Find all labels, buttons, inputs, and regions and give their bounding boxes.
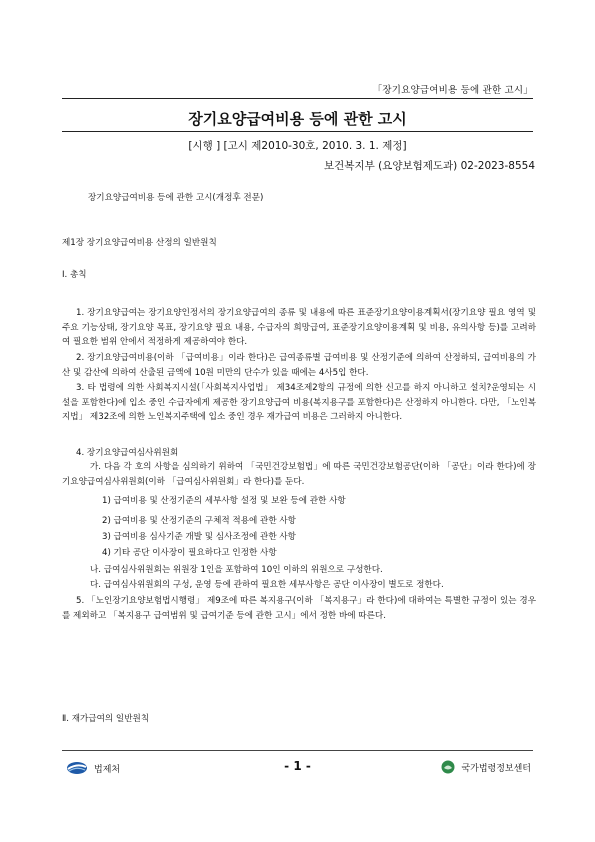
- page-number: - 1 -: [284, 759, 311, 773]
- law-center-logo-icon: [441, 760, 455, 774]
- footer-left-label: 법제처: [94, 764, 121, 775]
- footer-divider: [62, 750, 533, 751]
- article-item-1: 1. 장기요양급여는 장기요양인정서의 장기요양급여의 종류 및 내용에 따른 표준장기요양이용계획서(장기요양 필요 영역 및 주요 기능상태, 장기요양 목표, 장기요양 필요 내용, 수급자의 희망급여, 표준장기요양이용계획 및 비용, 유의사항 등)를 고려하여 필요한 범위 안에서 적정하게 제공하여야 한다.: [62, 308, 536, 348]
- section-heading-2: Ⅱ. 재가급여의 일반원칙: [62, 714, 150, 724]
- chapter-heading: 제1장 장기요양급여비용 산정의 일반원칙: [62, 238, 217, 248]
- section-heading: Ⅰ. 총칙: [62, 270, 87, 280]
- article-item-2: 2. 장기요양급여비용(이하 「급여비용」이라 한다)은 급여종류별 급여비용 및 산정기준에 의하여 산정하되, 급여비용의 가산 및 감산에 의하여 산출된 금액에 10원 미만의 단수가 있을 때에는 4사5입 한다.: [62, 353, 536, 378]
- article-item-4a: 가. 다음 각 호의 사항을 심의하기 위하여 「국민건강보험법」에 따른 국민건강보험공단(이하 「공단」이라 한다)에 장기요양급여심사위원회(이하 「급여심사위원회」라 한다)를 둔다.: [62, 462, 536, 487]
- article-item-4a-4: 4) 기타 공단 이사장이 필요하다고 인정한 사항: [102, 548, 277, 558]
- enactment-info: [시행 ] [고시 제2010-30호, 2010. 3. 1. 제정]: [188, 140, 407, 152]
- header-divider: [62, 98, 533, 99]
- footer-right: [441, 760, 531, 774]
- article-item-4a-1: 1) 급여비용 및 산정기준의 세부사항 설정 및 보완 등에 관한 사항: [102, 496, 346, 506]
- footer-right-label: 국가법령정보센터: [461, 763, 531, 774]
- article-item-4c: 다. 급여심사위원회의 구성, 운영 등에 관하여 필요한 세부사항은 공단 이사장이 별도로 정한다.: [90, 580, 444, 590]
- document-subtitle: 장기요양급여비용 등에 관한 고시(개정후 전문): [88, 193, 264, 203]
- document-header-tag: 「장기요양급여비용 등에 관한 고시」: [372, 85, 533, 96]
- article-item-4a-3: 3) 급여비용 심사기준 개발 및 심사조정에 관한 사항: [102, 532, 296, 542]
- title-divider: [62, 131, 533, 132]
- article-item-4a-2: 2) 급여비용 및 산정기준의 구체적 적용에 관한 사항: [102, 516, 296, 526]
- ministry-contact: 보건복지부 (요양보험제도과) 02-2023-8554: [324, 160, 535, 172]
- article-item-4: 4. 장기요양급여심사위원회: [76, 448, 179, 458]
- article-item-5: 5. 「노인장기요양보험법시행령」 제9조에 따른 복지용구(이하 「복지용구」라 한다)에 대하여는 특별한 규정이 있는 경우를 제외하고 「복지용구 급여범위 및 급여기준 등에 관한 고시」에서 정한 바에 따른다.: [62, 596, 536, 621]
- document-title: 장기요양급여비용 등에 관한 고시: [188, 110, 407, 128]
- article-item-3: 3. 타 법령에 의한 사회복지시설(「사회복지사업법」 제34조제2항의 규정에 의한 신고를 하지 아니하고 설치?운영되는 시설을 포함한다)에 입소 중인 수급자에게 제공한 장기요양급여 비용(복지용구를 포함한다)은 산정하지 아니한다. 다만, 「노인복지법」 제32조에 의한 노인복지주택에 입소 중인 경우 재가급여 비용은 그러하지 아니한다.: [62, 383, 536, 423]
- article-item-4b: 나. 급여심사위원회는 위원장 1인을 포함하여 10인 이하의 위원으로 구성한다.: [90, 565, 383, 575]
